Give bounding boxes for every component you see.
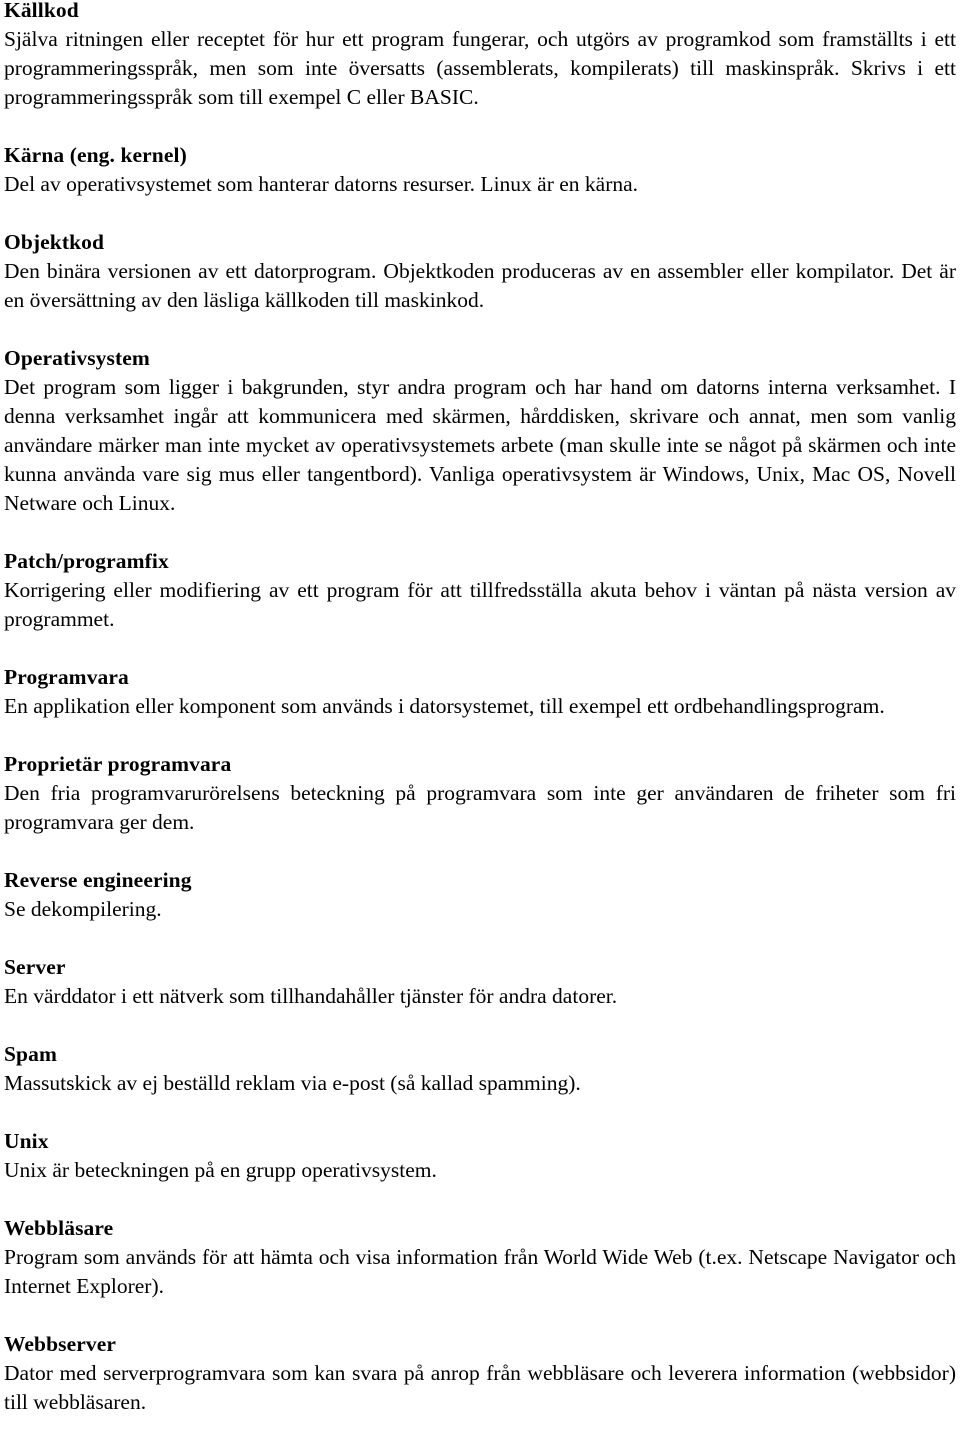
glossary-term: Proprietär programvara bbox=[4, 752, 232, 776]
glossary-entry-patch bbox=[4, 547, 956, 634]
glossary-term: Källkod bbox=[4, 0, 79, 22]
glossary-entry-kallkod bbox=[4, 0, 956, 112]
glossary-term: Unix bbox=[4, 1129, 49, 1153]
glossary-definition: Program som används för att hämta och visa information från World Wide Web (t.ex. Netscape Navigator och Internet Explorer). bbox=[4, 1245, 956, 1298]
glossary-definition: Korrigering eller modifiering av ett program för att tillfredsställa akuta behov i väntan på nästa version av programmet. bbox=[4, 578, 956, 631]
glossary-term: Programvara bbox=[4, 665, 129, 689]
glossary-definition: Massutskick av ej beställd reklam via e-post (så kallad spamming). bbox=[4, 1071, 581, 1095]
glossary-term: Webbserver bbox=[4, 1332, 117, 1356]
glossary-definition: Själva ritningen eller receptet för hur ett program fungerar, och utgörs av programkod som framställts i ett programmeringsspråk, men som inte översatts (assemblerats, kompilerats) till maskinspråk. Skrivs i ett programmeringsspråk som till exempel C eller BASIC. bbox=[4, 27, 956, 109]
glossary-entry-webblasare bbox=[4, 1214, 956, 1301]
glossary-definition: Unix är beteckningen på en grupp operativsystem. bbox=[4, 1158, 437, 1182]
glossary-entry-operativsystem bbox=[4, 344, 956, 518]
glossary-entry-unix bbox=[4, 1127, 956, 1185]
glossary-definition: Se dekompilering. bbox=[4, 897, 162, 921]
glossary-definition: En värddator i ett nätverk som tillhandahåller tjänster för andra datorer. bbox=[4, 984, 618, 1008]
glossary-term: Patch/programfix bbox=[4, 549, 169, 573]
glossary-entry-objektkod bbox=[4, 228, 956, 315]
glossary-term: Operativsystem bbox=[4, 346, 150, 370]
glossary-entry-server bbox=[4, 953, 956, 1011]
glossary-term: Kärna (eng. kernel) bbox=[4, 143, 187, 167]
glossary-definition: Dator med serverprogramvara som kan svara på anrop från webbläsare och leverera information (webbsidor) till webbläsaren. bbox=[4, 1361, 956, 1414]
glossary-definition: En applikation eller komponent som används i datorsystemet, till exempel ett ordbehandlingsprogram. bbox=[4, 694, 885, 718]
glossary-definition: Del av operativsystemet som hanterar datorns resurser. Linux är en kärna. bbox=[4, 172, 639, 196]
glossary-term: Server bbox=[4, 955, 66, 979]
glossary-entry-proprietar-programvara bbox=[4, 750, 956, 837]
glossary-term: Spam bbox=[4, 1042, 57, 1066]
glossary-term: Objektkod bbox=[4, 230, 105, 254]
glossary-entry-spam bbox=[4, 1040, 956, 1098]
glossary-entry-programvara bbox=[4, 663, 956, 721]
glossary-term: Reverse engineering bbox=[4, 868, 192, 892]
glossary-definition: Den binära versionen av ett datorprogram. Objektkoden produceras av en assembler eller kompilator. Det är en översättning av den läsliga källkoden till maskinkod. bbox=[4, 259, 956, 312]
glossary-definition: Den fria programvarurörelsens beteckning på programvara som inte ger användaren de friheter som fri programvara ger dem. bbox=[4, 781, 956, 834]
glossary-definition: Det program som ligger i bakgrunden, styr andra program och har hand om datorns interna verksamhet. I denna verksamhet ingår att kommunicera med skärmen, hårddisken, skrivare och annat, men som vanlig användare märker man inte mycket av operativsystemets arbete (man skulle inte se något på skärmen och inte kunna använda vare sig mus eller tangentbord). Vanliga operativsystem är Windows, Unix, Mac OS, Novell Netware och Linux. bbox=[4, 375, 956, 515]
glossary-entry-webbserver bbox=[4, 1330, 956, 1417]
glossary-entry-karna bbox=[4, 141, 956, 199]
glossary-entry-reverse-engineering bbox=[4, 866, 956, 924]
glossary-term: Webbläsare bbox=[4, 1216, 114, 1240]
